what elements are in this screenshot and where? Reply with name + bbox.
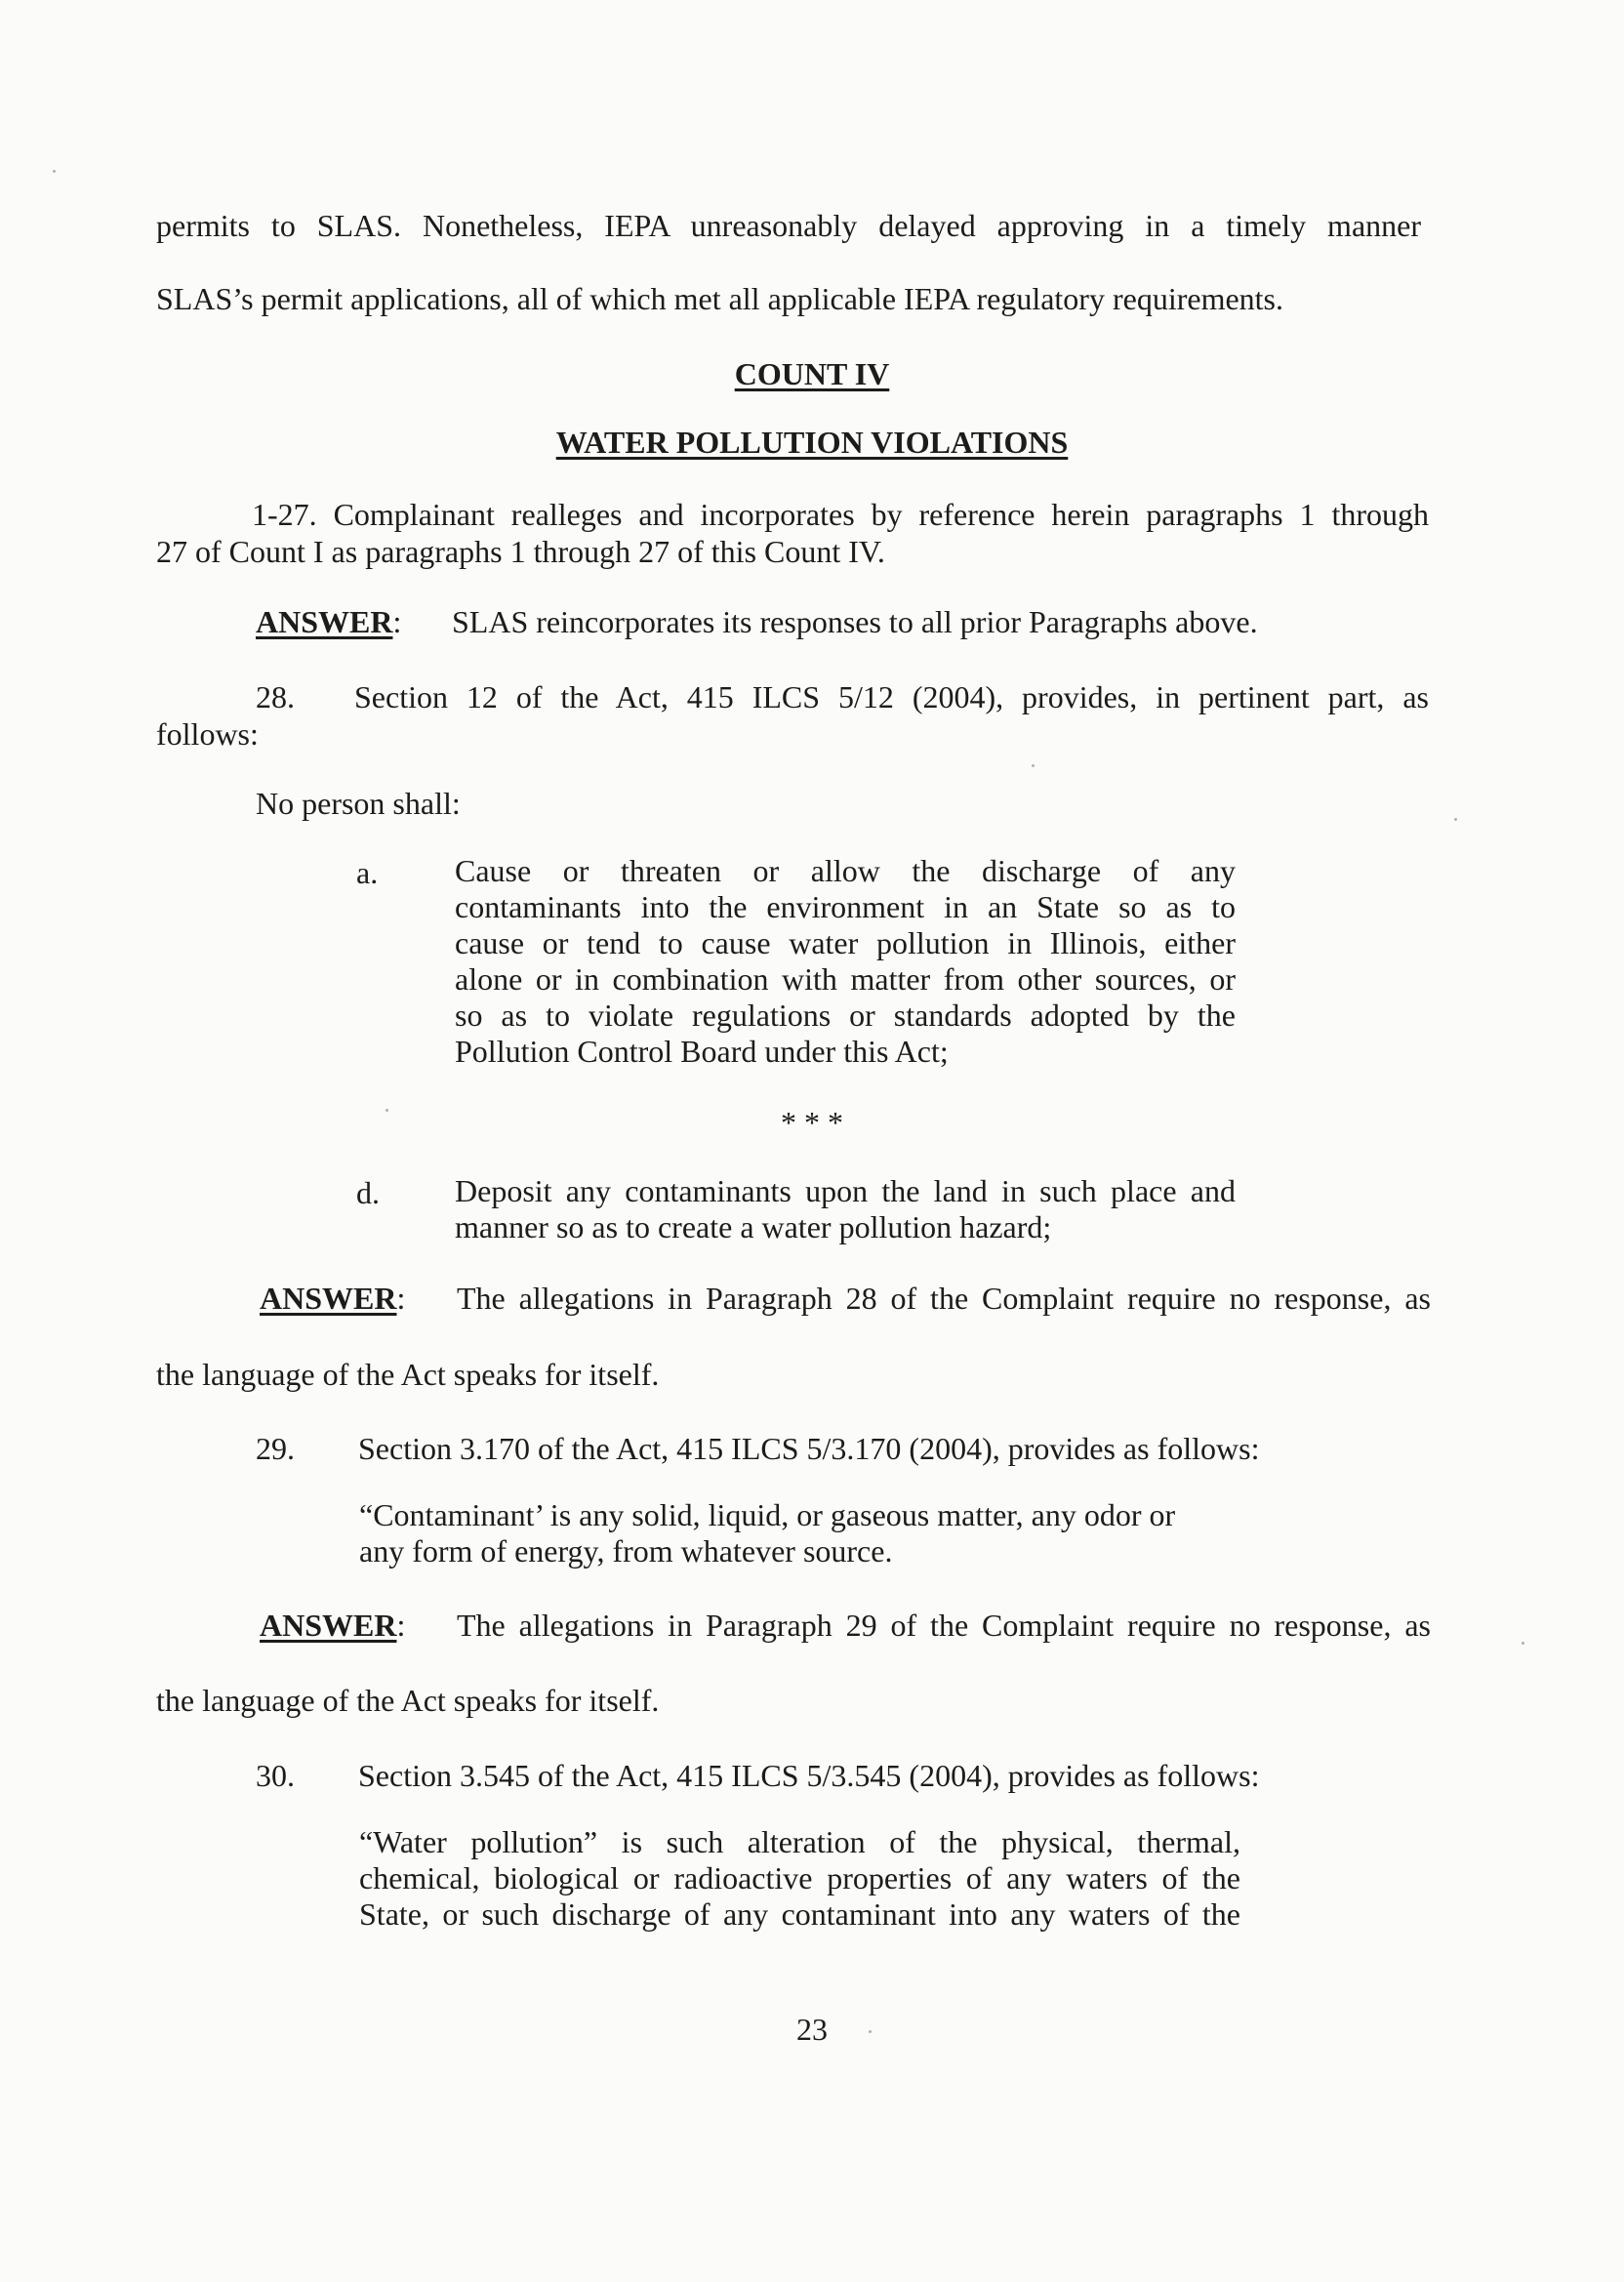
paragraph-28-lead: No person shall: [256, 786, 461, 821]
item-d-letter: d. [356, 1175, 380, 1210]
item-a-line: alone or in combination with matter from other sources, or [455, 961, 1236, 997]
answer-label [260, 1606, 405, 1645]
count-subheading: WATER POLLUTION VIOLATIONS [555, 425, 1069, 460]
answer-label-text: ANSWER [260, 1281, 397, 1316]
paragraph-30-text: Section 3.545 of the Act, 415 ILCS 5/3.545 (2004), provides as follows: [358, 1758, 1260, 1793]
answer-29-line-1: The allegations in Paragraph 29 of the Complaint require no response, as [457, 1608, 1431, 1643]
item-a-line: Cause or threaten or allow the discharge of any [455, 853, 1236, 888]
item-a-line: contaminants into the environment in an State so as to [455, 889, 1236, 924]
paragraph-28-line-1: Section 12 of the Act, 415 ILCS 5/12 (2004), provides, in pertinent part, as [354, 679, 1429, 714]
item-a-line: cause or tend to cause water pollution in Illinois, either [455, 925, 1236, 960]
answer-28-line-1: The allegations in Paragraph 28 of the Complaint require no response, as [457, 1281, 1431, 1316]
paragraph-28-line-2: follows: [156, 716, 259, 752]
paragraph-29-quote [359, 1497, 1238, 1569]
count-heading: COUNT IV [734, 356, 890, 391]
answer-label-text: ANSWER [260, 1608, 397, 1643]
scan-speck [1454, 818, 1457, 821]
item-a-line: so as to violate regulations or standards adopted by the [455, 998, 1236, 1033]
answer-1-27-text: SLAS reincorporates its responses to all prior Paragraphs above. [452, 604, 1258, 639]
paragraph-1-27-line-1: 1-27. Complainant realleges and incorporates by reference herein paragraphs 1 through [252, 497, 1429, 532]
answer-label-text: ANSWER [256, 604, 393, 639]
paragraph-29-number: 29. [256, 1431, 295, 1466]
scan-speck [53, 170, 56, 173]
item-d-line: manner so as to create a water pollution hazard; [455, 1209, 1052, 1244]
item-d-line: Deposit any contaminants upon the land in such place and [455, 1173, 1236, 1208]
item-a-line: Pollution Control Board under this Act; [455, 1034, 949, 1069]
paragraph-30-number: 30. [256, 1758, 295, 1793]
answer-29-line-2: the language of the Act speaks for itself. [156, 1683, 660, 1718]
paragraph-28-number: 28. [256, 679, 295, 714]
scan-speck [1522, 1642, 1524, 1645]
answer-label [256, 602, 401, 641]
paragraph-30-quote [359, 1824, 1240, 1933]
quote-line: chemical, biological or radioactive properties of any waters of the [359, 1860, 1240, 1895]
intro-line-1: permits to SLAS. Nonetheless, IEPA unreasonably delayed approving in a timely manner [156, 208, 1421, 243]
item-d-text [455, 1173, 1236, 1245]
quote-line: State, or such discharge of any contaminant into any waters of the [359, 1896, 1240, 1932]
item-a-letter: a. [356, 855, 379, 890]
quote-line: “Contaminant’ is any solid, liquid, or gaseous matter, any odor or [359, 1497, 1176, 1532]
answer-label [260, 1279, 405, 1318]
intro-line-2: SLAS’s permit applications, all of which met all applicable IEPA regulatory requirements. [156, 281, 1283, 316]
answer-colon: : [392, 604, 402, 639]
scan-speck [1032, 764, 1035, 767]
quote-line: any form of energy, from whatever source. [359, 1533, 893, 1569]
answer-colon: : [396, 1281, 406, 1316]
page-number: 23 [796, 2012, 828, 2047]
item-a-text [455, 853, 1236, 1070]
answer-colon: : [396, 1608, 406, 1643]
paragraph-29-text: Section 3.170 of the Act, 415 ILCS 5/3.170 (2004), provides as follows: [358, 1431, 1260, 1466]
asterisks: * * * [781, 1105, 843, 1140]
paragraph-1-27-line-2: 27 of Count I as paragraphs 1 through 27 of this Count IV. [156, 534, 885, 569]
answer-28-line-2: the language of the Act speaks for itself. [156, 1357, 660, 1392]
quote-line: “Water pollution” is such alteration of the physical, thermal, [359, 1824, 1240, 1859]
